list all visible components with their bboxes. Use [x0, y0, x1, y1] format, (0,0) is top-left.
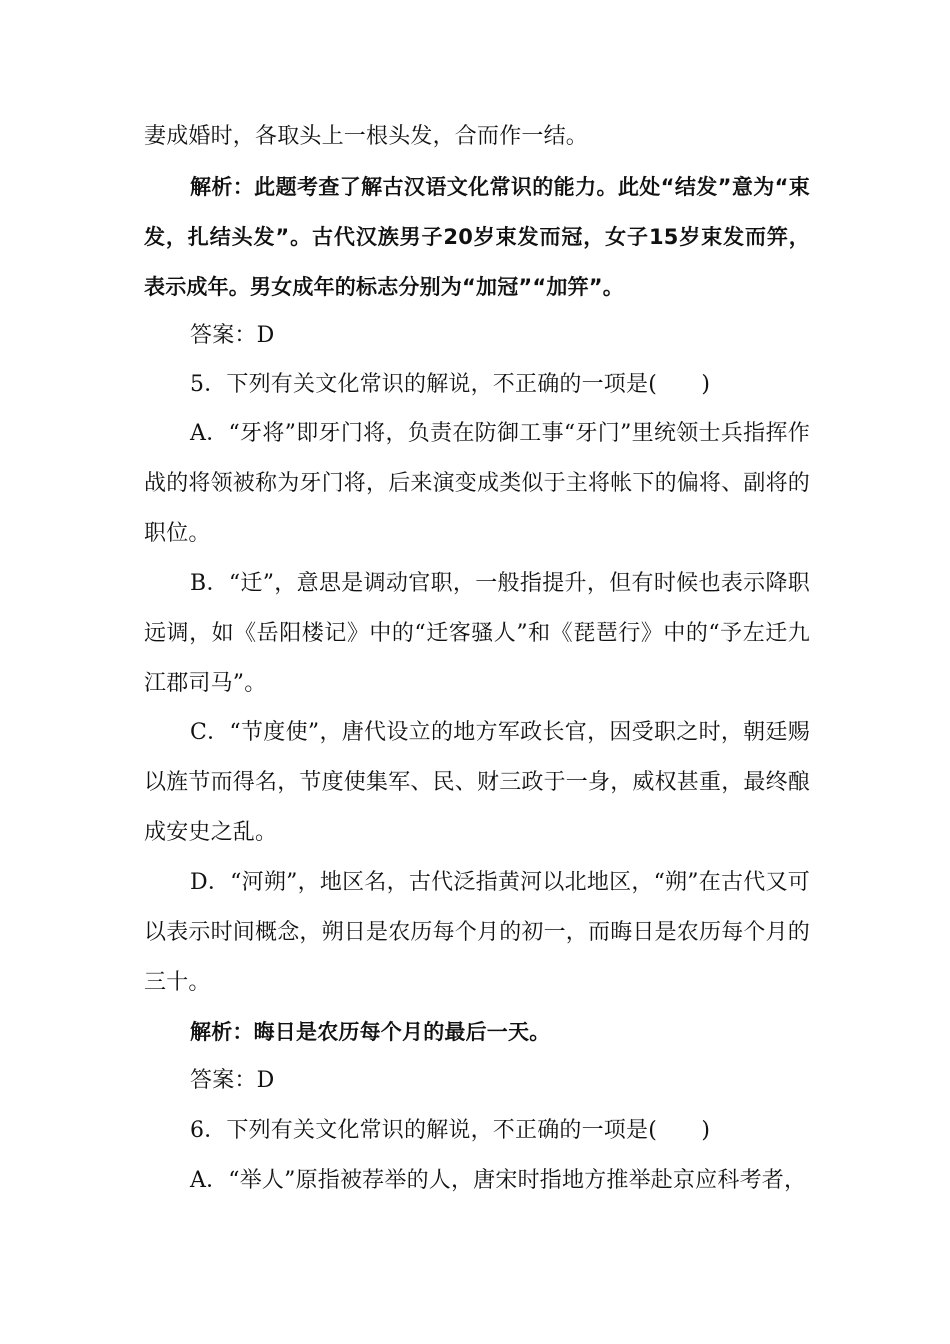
answer-5: 答案：D — [190, 1068, 275, 1093]
answer-4: 答案：D — [190, 323, 275, 348]
question-6: 6．下列有关文化常识的解说，不正确的一项是( ) — [190, 1118, 711, 1143]
analysis-paragraph-4: 解析：此题考查了解古汉语文化常识的能力。此处“结发”意为“束发，扎结头发”。古代汉族男子20岁束发而冠，女子15岁束发而笄，表示成年。男女成年的标志分别为“加冠”“加笄”。 — [144, 175, 810, 299]
question-5: 5．下列有关文化常识的解说，不正确的一项是( ) — [190, 372, 711, 397]
option-5d: D．“河朔”，地区名，古代泛指黄河以北地区，“朔”在古代又可以表示时间概念，朔日是农历每个月的初一，而晦日是农历每个月的三十。 — [144, 870, 811, 995]
option-5b: B．“迁”，意思是调动官职，一般指提升，但有时候也表示降职远调，如《岳阳楼记》中的“迁客骚人”和《琵琶行》中的“予左迁九江郡司马”。 — [144, 571, 810, 696]
option-5c: C．“节度使”，唐代设立的地方军政长官，因受职之时，朝廷赐以旌节而得名，节度使集军、民、财三政于一身，威权甚重，最终酿成安史之乱。 — [144, 720, 811, 845]
paragraph-continuation: 妻成婚时，各取头上一根头发，合而作一结。 — [144, 124, 589, 149]
option-5a: A．“牙将”即牙门将，负责在防御工事“牙门”里统领士兵指挥作战的将领被称为牙门将，后来演变成类似于主将帐下的偏将、副将的职位。 — [144, 421, 811, 546]
option-6a: A．“举人”原指被荐举的人，唐宋时指地方推举赴京应科考者， — [190, 1168, 807, 1193]
analysis-paragraph-5: 解析：晦日是农历每个月的最后一天。 — [190, 1020, 551, 1044]
